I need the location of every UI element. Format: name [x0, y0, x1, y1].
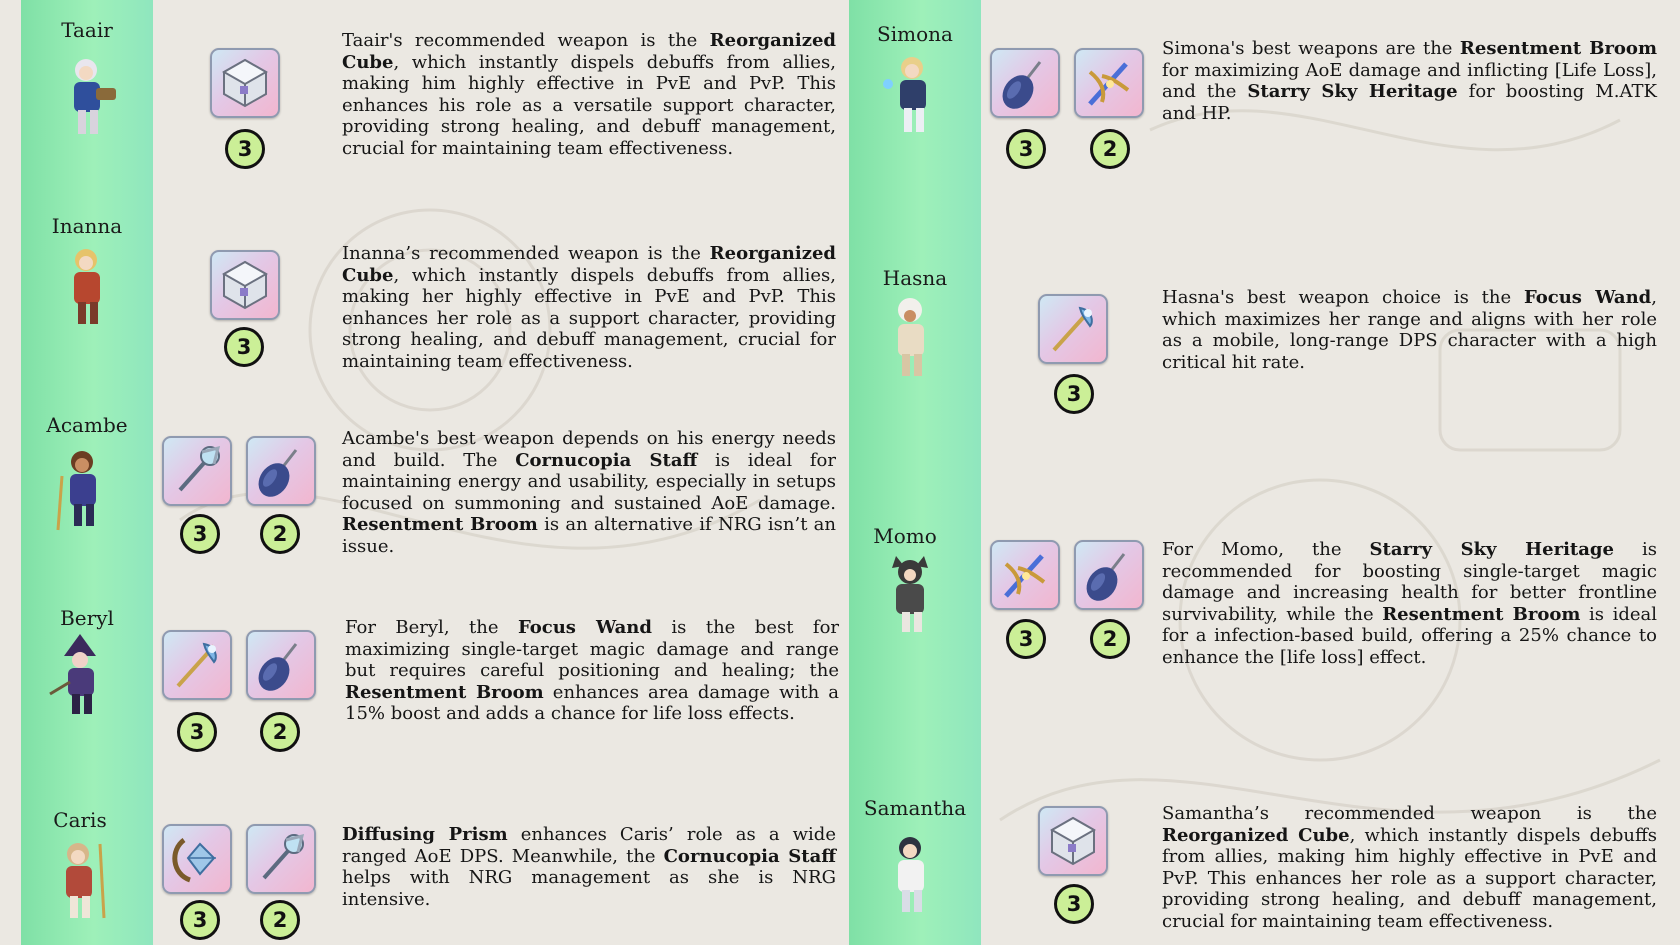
character-description [1162, 539, 1657, 668]
rank-badge: 2 [1090, 129, 1130, 169]
character-name: Hasna [882, 266, 948, 290]
description-text: for boosting M.ATK and HP. [1162, 81, 1657, 124]
weapon-slot [162, 436, 232, 506]
rank-badge: 3 [180, 514, 220, 554]
weapon-slot [210, 48, 280, 118]
character-name: Caris [53, 808, 107, 832]
weapon-name-highlight: Resentment Broom [1459, 38, 1657, 59]
character-description [342, 30, 836, 159]
simona-portrait [876, 52, 946, 140]
weapon-slot [990, 540, 1060, 610]
rank-badge: 2 [260, 712, 300, 752]
broom-icon [1076, 542, 1142, 608]
description-text: Simona's best weapons are the [1162, 38, 1460, 59]
description-text: , which instantly dispels debuffs from allies, making her highly effective in PvE and PvP. This enhances her role as a support character, providing strong healing, and debuff management, crucial for maintaining team effectiveness. [342, 264, 836, 372]
weapon-slot [1074, 48, 1144, 118]
rank-badge: 2 [260, 514, 300, 554]
description-text: , which instantly dispels debuffs from allies, making him highly effective in PvE and PvP. This enhances her role as a support character, providing strong healing, and debuff management, crucial for maintaining team effectiveness. [1162, 824, 1657, 932]
weapon-slot [1038, 294, 1108, 364]
weapon-slot [210, 250, 280, 320]
character-description [1162, 803, 1657, 932]
description-text: , which instantly dispels debuffs from allies, making him highly effective in PvE and PvP. This enhances his role as a versatile support character, providing strong healing, and debuff management, crucial for maintaining team effectiveness. [342, 51, 836, 159]
character-description [1162, 287, 1657, 373]
cube-icon [212, 50, 278, 116]
taair-portrait [52, 54, 122, 142]
character-name: Taair [61, 18, 113, 42]
description-text: enhances Caris’ role as a wide ranged AoE DPS. Meanwhile, the [342, 824, 836, 867]
cube-icon [1040, 808, 1106, 874]
weapon-name-highlight: Resentment Broom [342, 514, 538, 535]
broom-icon [248, 438, 314, 504]
weapon-slot [162, 824, 232, 894]
starry-sword-icon [1076, 50, 1142, 116]
weapon-slot [990, 48, 1060, 118]
weapon-name-highlight: Cornucopia Staff [663, 845, 837, 867]
character-name: Momo [873, 524, 937, 548]
weapon-name-highlight: Starry Sky Heritage [1369, 539, 1614, 560]
weapon-name-highlight: Focus Wand [517, 617, 652, 638]
cube-icon [212, 252, 278, 318]
description-text: helps with NRG management as she is NRG intensive. [342, 867, 836, 910]
description-text: is ideal for maintaining energy and usability, especially in setups focused on summoning and sustained AoE damage. [342, 449, 836, 514]
weapon-name-highlight: Focus Wand [1523, 287, 1652, 308]
rank-badge: 3 [1054, 374, 1094, 414]
description-text: Samantha’s recommended weapon is the [1162, 803, 1657, 824]
wand-icon [164, 632, 230, 698]
rank-badge: 3 [224, 327, 264, 367]
broom-icon [992, 50, 1058, 116]
description-text: for maximizing AoE damage and inflicting [Life Loss], and the [1162, 59, 1657, 102]
description-text: is recommended for boosting single-target magic damage and increasing health for better frontline survivability, while the [1162, 539, 1657, 625]
weapon-slot [246, 436, 316, 506]
rank-badge: 3 [1006, 619, 1046, 659]
weapon-name-highlight: Cornucopia Staff [515, 449, 698, 471]
weapon-slot [162, 630, 232, 700]
rank-badge: 3 [1006, 129, 1046, 169]
starry-sword-icon [992, 542, 1058, 608]
weapon-slot [1074, 540, 1144, 610]
character-name: Samantha [863, 796, 967, 820]
inanna-portrait [52, 244, 122, 332]
character-name: Simona [877, 22, 953, 46]
description-text: , which maximizes her range and aligns with her role as a mobile, long-range DPS character with a high critical hit rate. [1162, 287, 1657, 373]
weapon-name-highlight: Resentment Broom [345, 681, 544, 703]
rank-badge: 3 [177, 712, 217, 752]
description-text: is an alternative if NRG isn’t an issue. [342, 514, 837, 557]
description-text: For Beryl, the [345, 617, 518, 638]
momo-portrait [876, 552, 946, 640]
rank-badge: 3 [1054, 884, 1094, 924]
broom-icon [248, 632, 314, 698]
weapon-name-highlight: Resentment Broom [1382, 603, 1581, 625]
acambe-portrait [48, 446, 118, 534]
character-description [345, 617, 839, 725]
description-text: Acambe's best weapon depends on his energy needs and build. The [342, 428, 836, 471]
character-name: Beryl [60, 606, 114, 630]
prism-icon [164, 826, 230, 892]
rank-badge: 3 [225, 129, 265, 169]
description-text: enhances area damage with a 15% boost and adds a chance for life loss effects. [345, 681, 839, 724]
weapon-slot [246, 630, 316, 700]
description-text: Hasna's best weapon choice is the [1162, 287, 1524, 308]
description-text: is ideal for a infection-based build, offering a 25% chance to enhance the [life loss] effect. [1162, 603, 1657, 668]
wand-icon [1040, 296, 1106, 362]
rank-badge: 3 [180, 900, 220, 940]
character-name: Acambe [46, 413, 128, 437]
weapon-name-highlight: Reorganized Cube [1162, 824, 1350, 846]
weapon-name-highlight: Reorganized Cube [342, 243, 836, 286]
character-description [342, 428, 836, 557]
character-name: Inanna [51, 214, 123, 238]
character-description [1162, 38, 1657, 124]
rank-badge: 2 [1090, 619, 1130, 659]
staff-icon [248, 826, 314, 892]
hasna-portrait [876, 296, 946, 384]
weapon-name-highlight: Diffusing Prism [342, 824, 508, 845]
caris-portrait [46, 838, 116, 926]
beryl-portrait [46, 634, 116, 722]
description-text: Inanna’s recommended weapon is the [342, 243, 710, 264]
description-text: Taair's recommended weapon is the [342, 30, 710, 51]
weapon-name-highlight: Reorganized Cube [342, 30, 836, 73]
rank-badge: 2 [260, 900, 300, 940]
samantha-portrait [876, 832, 946, 920]
weapon-slot [1038, 806, 1108, 876]
description-text: For Momo, the [1162, 539, 1370, 560]
character-description [342, 243, 836, 372]
description-text: is the best for maximizing single-target magic damage and range but requires careful positioning and healing; the [345, 617, 840, 681]
weapon-name-highlight: Starry Sky Heritage [1247, 81, 1458, 102]
staff-icon [164, 438, 230, 504]
character-description [342, 824, 836, 910]
weapon-slot [246, 824, 316, 894]
